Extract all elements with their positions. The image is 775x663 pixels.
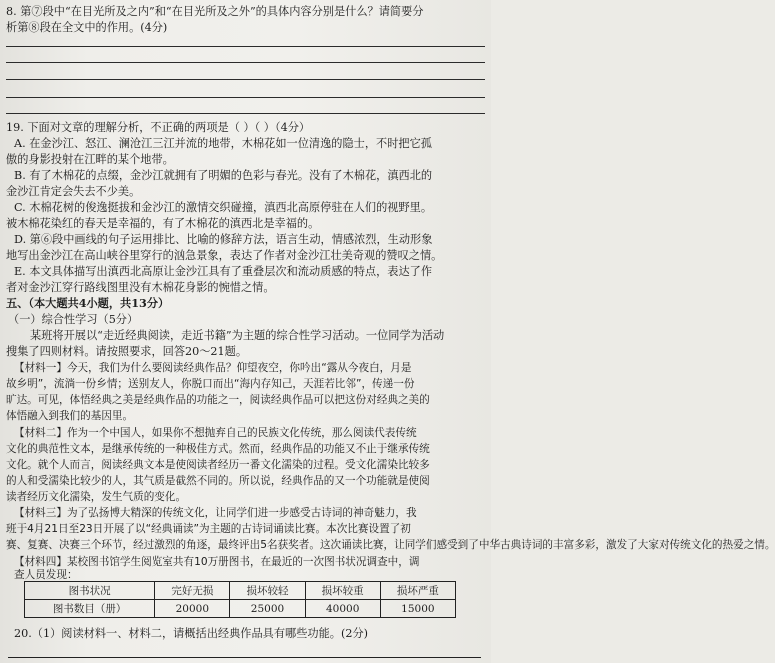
- q19-option-a-line1: A. 在金沙江、怒江、澜沧江三江并流的地带，木棉花如一位清逸的隐士，不时把它孤: [14, 137, 432, 150]
- q19-option-b-line2: 金沙江肯定会失去不少美。: [6, 185, 141, 198]
- answer-line: [6, 62, 485, 63]
- q19-option-c-line2: 被木棉花染红的春天是幸福的，有了木棉花的滇西北是幸福的。: [6, 217, 320, 230]
- q19-option-c-line1: C. 木棉花树的俊逸挺拔和金沙江的激情交织碰撞，滇西北高原停驻在人们的视野里。: [14, 201, 433, 214]
- material1-line4: 体悟融入到我们的基因里。: [6, 410, 134, 422]
- q19-option-d-line1: D. 第⑥段中画线的句子运用排比、比喻的修辞方法，语言生动，情感浓烈，生动形象: [14, 233, 433, 246]
- table-cell: 20000: [155, 600, 230, 618]
- material2-line5: 读者经历文化濡染，发生气质的变化。: [6, 491, 187, 503]
- table-cell: 15000: [380, 600, 455, 618]
- material2-line2: 文化的典范性文本，是继承传统的一种极佳方式。然而，经典作品的功能又不止于继承传统: [6, 443, 430, 455]
- answer-line: [8, 657, 481, 658]
- material3-line1: 【材料三】为了弘扬博大精深的传统文化，让同学们进一步感受古诗词的神奇魅力，我: [14, 507, 417, 519]
- q19-option-d-line2: 地写出金沙江在高山峡谷里穿行的汹急景象，表达了作者对金沙江壮美奇观的赞叹之情。: [6, 249, 443, 262]
- subsection-title: （一）综合性学习（5分）: [8, 313, 139, 326]
- material3-line3: 赛、复赛、决赛三个环节，经过激烈的角逐，最终评出5名获奖者。这次诵读比赛，让同学们感受到了中华古典诗词的丰富多彩，激发了大家对传统文化的热爱之情。: [6, 539, 775, 551]
- material1-line1: 【材料一】今天，我们为什么要阅读经典作品？仰望夜空，你吟出“露从今夜白，月是: [14, 362, 412, 374]
- table-header-cell: 图书状况: [25, 582, 155, 600]
- section5-heading: 五、（本大题共4小题，共13分）: [6, 296, 170, 310]
- table-header-cell: 损坏严重: [380, 582, 455, 600]
- activity-intro-line2: 搜集了四则材料。请按照要求，回答20～21题。: [6, 345, 248, 358]
- answer-line: [6, 113, 485, 114]
- material1-line2: 故乡明”，流淌一份乡情；送别友人，你脱口而出“海内存知己，天涯若比邻”，传递一份: [6, 378, 415, 390]
- material1-line3: 旷达。可见，体悟经典之美是经典作品的功能之一，阅读经典作品可以把这份对经典之美的: [6, 394, 430, 406]
- table-cell: 40000: [305, 600, 380, 618]
- material4-line1: 【材料四】某校图书馆学生阅览室共有10万册图书，在最近的一次图书状况调查中，调: [14, 556, 420, 568]
- q18-line1: 8. 第⑦段中“在目光所及之内”和“在目光所及之外”的具体内容分别是什么？请简要分: [6, 5, 424, 18]
- q20-stem: 20.（1）阅读材料一、材料二，请概括出经典作品具有哪些功能。(2分): [14, 627, 369, 640]
- q19-option-b-line1: B. 有了木棉花的点缀，金沙江就拥有了明媚的色彩与春光。没有了木棉花，滇西北的: [14, 169, 433, 182]
- material4-line2: 查人员发现：: [14, 569, 78, 581]
- q19-option-a-line2: 傲的身影投射在江畔的某个地带。: [6, 153, 174, 166]
- material3-line2: 班于4月21日至23日开展了以“经典诵读”为主题的古诗词诵读比赛。本次比赛设置了初: [6, 523, 411, 535]
- table-row: [25, 582, 456, 600]
- q18-line2: 析第⑧段在全文中的作用。(4分): [6, 21, 168, 34]
- table-row: [25, 600, 456, 618]
- material2-line4: 的人和受濡染比较少的人，其气质是截然不同的。所以说，经典作品的又一个功能就是使阅: [6, 475, 430, 487]
- activity-intro-line1: 某班将开展以“走近经典阅读，走近书籍”为主题的综合性学习活动。一位同学为活动: [30, 329, 445, 342]
- material2-line3: 文化。就个人而言，阅读经典文本是使阅读者经历一番文化濡染的过程。受文化濡染比较多: [6, 459, 430, 471]
- answer-line: [6, 46, 485, 47]
- q19-option-e-line2: 者对金沙江穿行路线图里没有木棉花身影的惋惜之情。: [6, 281, 275, 294]
- table-header-cell: 完好无损: [155, 582, 230, 600]
- table-cell: 25000: [230, 600, 305, 618]
- q19-stem: 19. 下面对文章的理解分析，不正确的两项是（ ）（ ）（4分）: [6, 121, 311, 134]
- answer-line: [6, 79, 485, 80]
- book-condition-table: [24, 581, 456, 618]
- table-header-cell: 损坏较轻: [230, 582, 305, 600]
- table-header-cell: 损坏较重: [305, 582, 380, 600]
- table-row-label: 图书数目（册）: [25, 600, 155, 618]
- q19-option-e-line1: E. 本文具体描写出滇西北高原让金沙江具有了重叠层次和流动质感的特点，表达了作: [14, 265, 433, 278]
- answer-line: [6, 97, 485, 98]
- material2-line1: 【材料二】作为一个中国人，如果你不想抛弃自己的民族文化传统，那么阅读代表传统: [14, 427, 417, 439]
